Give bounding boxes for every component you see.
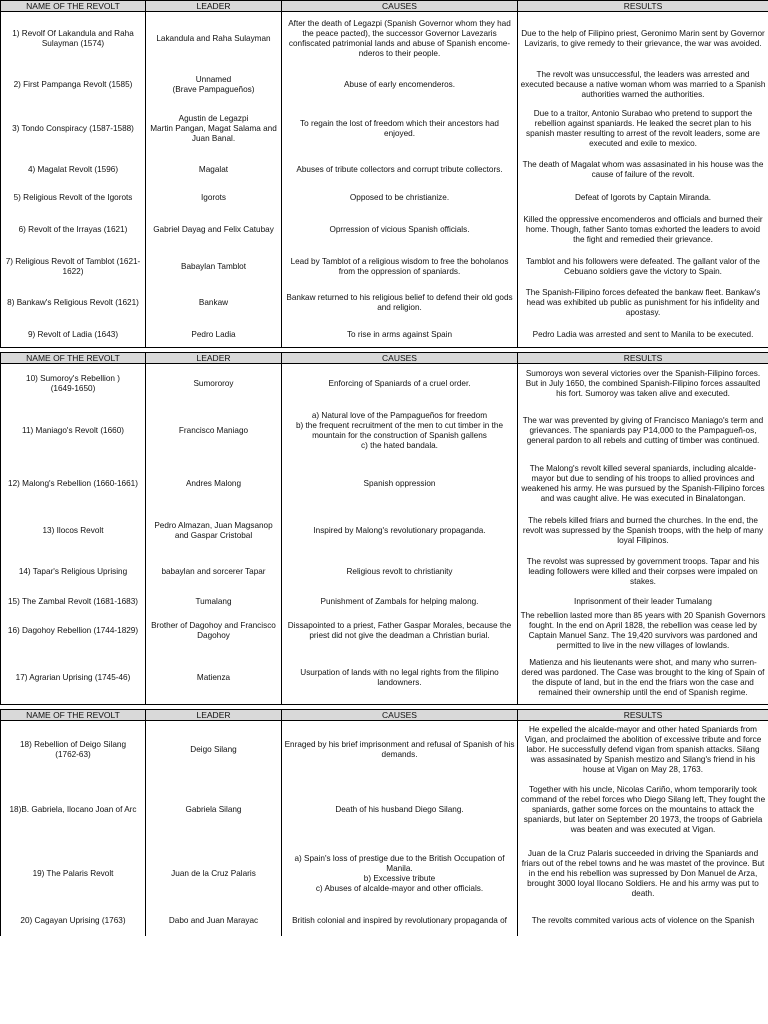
column-header: LEADER: [146, 710, 282, 721]
revolt-name-cell: 19) The Palaris Revolt: [1, 841, 146, 906]
leader-cell: Sumororoy: [146, 364, 282, 405]
column-header: NAME OF THE REVOLT: [1, 353, 146, 364]
causes-cell: Abuses of tribute collectors and corrupt tribute collectors.: [282, 153, 518, 186]
table-row: [1, 592, 768, 611]
column-header: RESULTS: [518, 710, 768, 721]
leader-cell: Lakandula and Raha Sulayman: [146, 12, 282, 66]
table-row: [1, 611, 768, 651]
table-row: [1, 651, 768, 705]
revolt-name-cell: 7) Religious Revolt of Tamblot (1621-1622): [1, 250, 146, 283]
leader-cell: Pedro Almazan, Juan Magsanop and Gaspar Cristobal: [146, 510, 282, 552]
revolt-name-cell: 14) Tapar's Religious Uprising: [1, 552, 146, 592]
table-row: [1, 721, 768, 780]
results-cell: The revolts commited various acts of violence on the Spanish: [518, 906, 768, 936]
revolt-name-cell: 18) Rebellion of Deigo Silang (1762-63): [1, 721, 146, 780]
header-row: [1, 710, 768, 721]
causes-cell: Spanish oppression: [282, 458, 518, 510]
column-header: NAME OF THE REVOLT: [1, 1, 146, 12]
revolt-name-cell: 6) Revolt of the Irrayas (1621): [1, 210, 146, 250]
causes-cell: Enforcing of Spaniards of a cruel order.: [282, 364, 518, 405]
table-row: [1, 404, 768, 458]
leader-cell: Matienza: [146, 651, 282, 705]
leader-cell: babaylan and sorcerer Tapar: [146, 552, 282, 592]
header-row: [1, 353, 768, 364]
column-header: CAUSES: [282, 1, 518, 12]
table-row: [1, 250, 768, 283]
table-row: [1, 779, 768, 841]
revolt-name-cell: 13) Ilocos Revolt: [1, 510, 146, 552]
causes-cell: Death of his husband Diego Silang.: [282, 779, 518, 841]
causes-cell: Enraged by his brief imprisonment and refusal of Spanish of his demands.: [282, 721, 518, 780]
column-header: LEADER: [146, 353, 282, 364]
causes-cell: Oprression of vicious Spanish officials.: [282, 210, 518, 250]
results-cell: Juan de la Cruz Palaris succeeded in driving the Spaniards and friars out of the rebel towns and he was mastet of the province. But in the end his rebellion was supressed by Don Manuel de Arza, brought 3000 loyal Ilocano Soldiers. He and his army was put to death.: [518, 841, 768, 906]
results-cell: The revolst was supressed by government troops. Tapar and his leading followers were killed and their corpses were impaled on stakes.: [518, 552, 768, 592]
leader-cell: Unnamed (Brave Pampagueños): [146, 65, 282, 104]
leader-cell: Pedro Ladia: [146, 323, 282, 348]
revolt-name-cell: 17) Agrarian Uprising (1745-46): [1, 651, 146, 705]
table-row: [1, 552, 768, 592]
causes-cell: British colonial and inspired by revolutionary propaganda of: [282, 906, 518, 936]
results-cell: The rebellion lasted more than 85 years with 20 Spanish Governors fought. In the end on April 1828, the rebellion was cease led by Captain Manuel Sanz. The 19,420 survivors was pardoned and permitted to live in the new villages of lowlands.: [518, 611, 768, 651]
results-cell: The rebels killed friars and burned the churches. In the end, the revolt was supressed by the Spanish troops, with the help of many loyal Filipinos.: [518, 510, 768, 552]
revolt-name-cell: 12) Malong's Rebellion (1660-1661): [1, 458, 146, 510]
table-row: [1, 210, 768, 250]
header-row: [1, 1, 768, 12]
revolt-name-cell: 8) Bankaw's Religious Revolt (1621): [1, 283, 146, 323]
revolt-name-cell: 20) Cagayan Uprising (1763): [1, 906, 146, 936]
leader-cell: Brother of Dagohoy and Francisco Dagohoy: [146, 611, 282, 651]
column-header: RESULTS: [518, 353, 768, 364]
column-header: RESULTS: [518, 1, 768, 12]
causes-cell: To regain the lost of freedom which their ancestors had enjoyed.: [282, 104, 518, 153]
causes-cell: a) Spain's loss of prestige due to the British Occupation of Manila. b) Excessive tribute c) Abuses of alcalde-mayor and other officials.: [282, 841, 518, 906]
results-cell: Defeat of Igorots by Captain Miranda.: [518, 186, 768, 210]
table-row: [1, 906, 768, 936]
column-header: NAME OF THE REVOLT: [1, 710, 146, 721]
table-row: [1, 458, 768, 510]
revolt-name-cell: 2) First Pampanga Revolt (1585): [1, 65, 146, 104]
results-cell: Due to the help of Filipino priest, Geronimo Marin sent by Governor Lavizaris, to give remedy to their grievance, the war was avoided.: [518, 12, 768, 66]
table-row: [1, 153, 768, 186]
leader-cell: Andres Malong: [146, 458, 282, 510]
results-cell: The war was prevented by giving of Francisco Maniago's term and grievances. The spaniards pay P14,000 to the Pampagueñ-os, general pardon to all rebels and cutting of timber was continued.: [518, 404, 768, 458]
leader-cell: Francisco Maniago: [146, 404, 282, 458]
table-row: [1, 364, 768, 405]
table-row: [1, 12, 768, 66]
revolt-name-cell: 16) Dagohoy Rebellion (1744-1829): [1, 611, 146, 651]
results-cell: Sumoroys won several victories over the Spanish-Filipino forces. But in July 1650, the combined Spanish-Filipino forces assaulted his fort. Sumoroy was taken alive and executed.: [518, 364, 768, 405]
column-header: LEADER: [146, 1, 282, 12]
table-row: [1, 65, 768, 104]
results-cell: Inprisonment of their leader Tumalang: [518, 592, 768, 611]
causes-cell: Religious revolt to christianity: [282, 552, 518, 592]
leader-cell: Dabo and Juan Marayac: [146, 906, 282, 936]
leader-cell: Juan de la Cruz Palaris: [146, 841, 282, 906]
results-cell: The revolt was unsuccessful, the leaders was arrested and executed because a native woman whom was married to a Spanish authorities warned the authorities.: [518, 65, 768, 104]
leader-cell: Gabriel Dayag and Felix Catubay: [146, 210, 282, 250]
revolt-name-cell: 5) Religious Revolt of the Igorots: [1, 186, 146, 210]
causes-cell: Lead by Tamblot of a religious wisdom to free the boholanos from the oppression of spaniards.: [282, 250, 518, 283]
leader-cell: Gabriela Silang: [146, 779, 282, 841]
table-row: [1, 186, 768, 210]
revolt-name-cell: 1) Revolf Of Lakandula and Raha Sulayman (1574): [1, 12, 146, 66]
leader-cell: Magalat: [146, 153, 282, 186]
results-cell: Killed the oppressive encomenderos and officials and burned their home. Though, father Santo tomas exhorted the leaders to avoid the fight and remedied their grievance.: [518, 210, 768, 250]
column-header: CAUSES: [282, 710, 518, 721]
revolt-name-cell: 4) Magalat Revolt (1596): [1, 153, 146, 186]
table-row: [1, 283, 768, 323]
leader-cell: Agustin de Legazpi Martin Pangan, Magat Salama and Juan Banal.: [146, 104, 282, 153]
causes-cell: Inspired by Malong's revolutionary propaganda.: [282, 510, 518, 552]
results-cell: The Spanish-Filipino forces defeated the bankaw fleet. Bankaw's head was exhibited ub public as punishment for his infidelity and apostasy.: [518, 283, 768, 323]
causes-cell: a) Natural love of the Pampagueños for freedom b) the frequent recruitment of the men to cut timber in the mountain for the construction of Spanish gallens c) the hated bandala.: [282, 404, 518, 458]
leader-cell: Deigo Silang: [146, 721, 282, 780]
column-header: CAUSES: [282, 353, 518, 364]
results-cell: The death of Magalat whom was assasinated in his house was the cause of failure of the revolt.: [518, 153, 768, 186]
causes-cell: To rise in arms against Spain: [282, 323, 518, 348]
causes-cell: Opposed to be christianize.: [282, 186, 518, 210]
causes-cell: Dissapointed to a priest, Father Gaspar Morales, because the priest did not give the deadman a Christian burial.: [282, 611, 518, 651]
causes-cell: Bankaw returned to his religious belief to defend their old gods and religion.: [282, 283, 518, 323]
results-cell: Pedro Ladia was arrested and sent to Manila to be executed.: [518, 323, 768, 348]
leader-cell: Igorots: [146, 186, 282, 210]
table-row: [1, 323, 768, 348]
revolt-name-cell: 15) The Zambal Revolt (1681-1683): [1, 592, 146, 611]
leader-cell: Bankaw: [146, 283, 282, 323]
results-cell: The Malong's revolt killed several spaniards, including alcalde-mayor but due to sending of his troops to allied provinces and weakened his army. He was pursued by the Spanish-Filipino forces and was caught alive. He was executed in Binalatongan.: [518, 458, 768, 510]
results-cell: Due to a traitor, Antonio Surabao who pretend to support the rebellion against spaniards. He leaked the secret plan to his spanish master resulting to arrest of the revolt leaders, some are executed and exile to mexico.: [518, 104, 768, 153]
leader-cell: Babaylan Tamblot: [146, 250, 282, 283]
causes-cell: Usurpation of lands with no legal rights from the filipino landowners.: [282, 651, 518, 705]
table-row: [1, 104, 768, 153]
causes-cell: Abuse of early encomenderos.: [282, 65, 518, 104]
revolt-name-cell: 11) Maniago's Revolt (1660): [1, 404, 146, 458]
leader-cell: Tumalang: [146, 592, 282, 611]
revolt-name-cell: 10) Sumoroy's Rebellion ) (1649-1650): [1, 364, 146, 405]
results-cell: Together with his uncle, Nicolas Cariño, whom temporarily took command of the rebel forces who Diego Silang left, They fought the spaniards, gather some forces on the mountains to attack the spaniards, but later on September 20 1973, the troops of Gabriela was beaten and was executed at Vigan.: [518, 779, 768, 841]
results-cell: Tamblot and his followers were defeated. The gallant valor of the Cebuano soldiers gave the victory to Spain.: [518, 250, 768, 283]
revolt-name-cell: 18)B. Gabriela, Ilocano Joan of Arc: [1, 779, 146, 841]
causes-cell: Punishment of Zambals for helping malong.: [282, 592, 518, 611]
results-cell: Matienza and his lieutenants were shot, and many who surren-dered was pardoned. The Case was brought to the king of Spain of the dispute of land, but in the end the friars won the case and remained their ownership until the end of Spanish regime.: [518, 651, 768, 705]
revolt-name-cell: 3) Tondo Conspiracy (1587-1588): [1, 104, 146, 153]
table-row: [1, 841, 768, 906]
results-cell: He expelled the alcalde-mayor and other hated Spaniards from Vigan, and proclaimed the abolition of excessive tribute and force labor. He successfully defend vigan from spanish attacks. Silang was assasinated by Spanish mestizo and Silang's friend in his house at Vigan on May 28, 1763.: [518, 721, 768, 780]
revolt-name-cell: 9) Revolt of Ladia (1643): [1, 323, 146, 348]
table-row: [1, 510, 768, 552]
causes-cell: After the death of Legazpi (Spanish Governor whom they had the peace pacted), the successor Governor Lavezaris confiscated patrimonial lands and abuse of Spanish encome-nderos to their people.: [282, 12, 518, 66]
